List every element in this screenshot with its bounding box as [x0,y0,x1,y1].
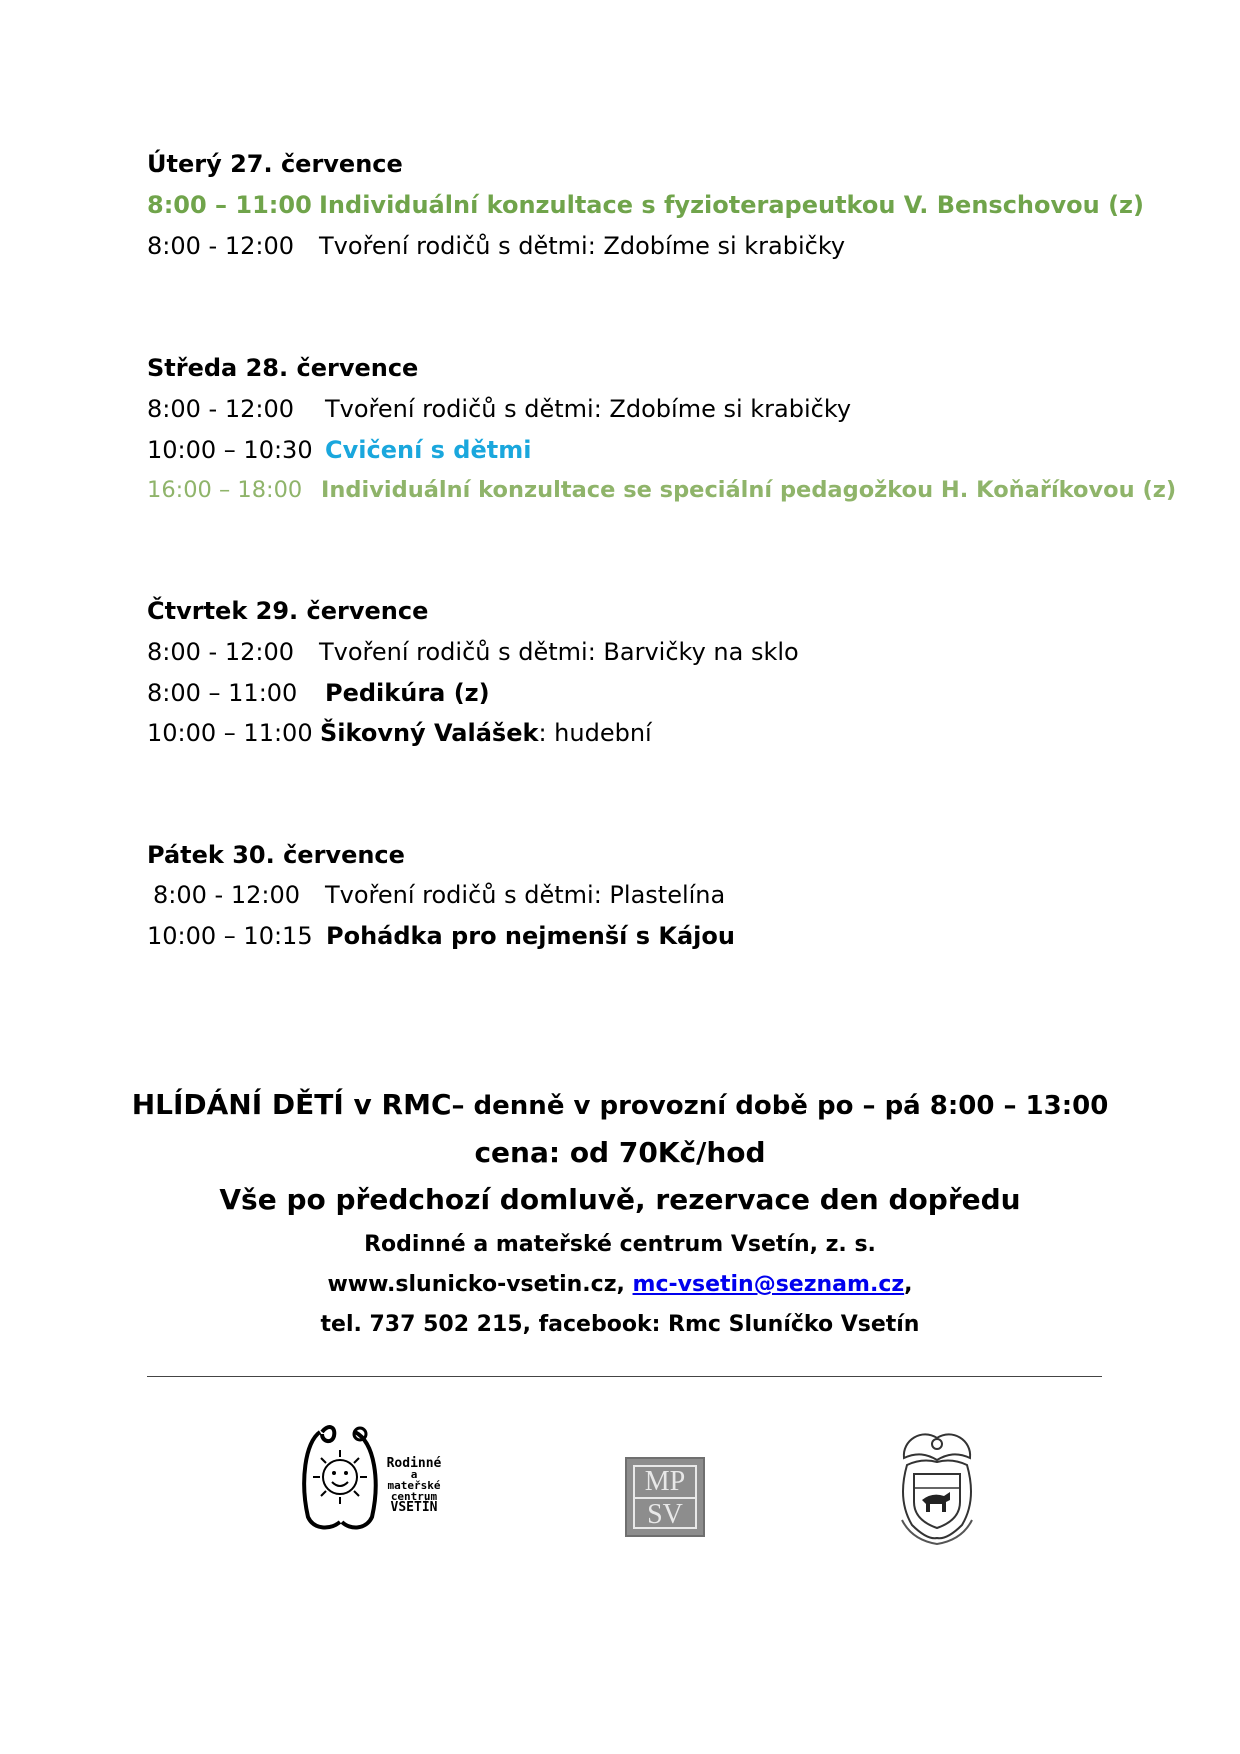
event-row [147,435,531,465]
event-time: 10:00 – 11:00 [147,719,313,747]
day-heading-tuesday: Úterý 27. července [147,150,403,178]
vsetin-coat-of-arms [892,1430,982,1545]
website-text: www.slunicko-vsetin.cz, [327,1272,625,1297]
childcare-heading-rest: – denně v provozní době po – pá 8:00 – 13:00 [451,1091,1109,1121]
event-title: Pedikúra (z) [325,679,490,707]
event-row [147,231,845,261]
event-title: Tvoření rodičů s dětmi: Zdobíme si krabičky [325,395,852,423]
rmc-logo-word: mateřské [387,1479,441,1492]
event-time: 8:00 - 12:00 [147,395,294,423]
event-title: Tvoření rodičů s dětmi: Zdobíme si krabičky [319,232,846,260]
event-title-rest: : hudební [538,719,652,747]
event-row [147,394,851,424]
mpsv-logo-top: MP [644,1466,686,1497]
rmc-logo-word: a [410,1468,418,1481]
event-title: Individuální konzultace s fyzioterapeutkou V. Benschovou (z) [319,191,1144,219]
coat-of-arms-graphic [892,1430,982,1545]
event-row [147,678,490,708]
day-heading-wednesday: Středa 28. července [147,354,419,382]
event-row [153,880,725,910]
event-row [147,190,1144,220]
event-title: Individuální konzultace se speciální pedagožkou H. Koňaříkovou (z) [321,477,1177,503]
event-title: Pohádka pro nejmenší s Kájou [326,922,735,950]
event-time: 10:00 – 10:15 [147,922,313,950]
event-title: Tvoření rodičů s dětmi: Plastelína [325,881,726,909]
phone-facebook-line: tel. 737 502 215, facebook: Rmc Sluníčko Vsetín [320,1312,920,1337]
rmc-logo-wordmark [378,1458,450,1513]
event-time: 8:00 – 11:00 [147,679,298,707]
reservation-note: Vše po předchozí domluvě, rezervace den dopředu [219,1183,1021,1216]
event-title: Cvičení s dětmi [325,436,532,464]
event-title-bold: Šikovný Valášek [320,719,539,747]
event-time: 8:00 - 12:00 [147,232,294,260]
rmc-logo-word: centrum [390,1490,438,1503]
childcare-heading-lead: HLÍDÁNÍ DĚTÍ v RMC [131,1088,452,1121]
rmc-logo [300,1422,460,1537]
rmc-logo-word: Rodinné [386,1456,442,1471]
web-contact-line [0,1270,1240,1300]
event-title: Tvoření rodičů s dětmi: Barvičky na sklo [319,638,799,666]
event-row [147,921,735,951]
price-line: cena: od 70Kč/hod [474,1136,766,1169]
email-suffix: , [904,1272,913,1297]
mpsv-logo [625,1457,705,1537]
event-row [147,637,799,667]
event-row [147,718,652,748]
divider [147,1376,1102,1377]
rmc-logo-word: VSETÍN [390,1500,438,1515]
event-time: 8:00 - 12:00 [153,881,300,909]
childcare-heading [0,1087,1240,1124]
event-time: 8:00 - 12:00 [147,638,294,666]
event-time: 10:00 – 10:30 [147,436,313,464]
event-time: 8:00 – 11:00 [147,191,312,219]
day-heading-friday: Pátek 30. července [147,841,405,869]
event-time: 16:00 – 18:00 [147,477,303,503]
email-link[interactable]: mc-vsetin@seznam.cz [632,1272,905,1297]
mpsv-logo-bottom: SV [647,1499,683,1530]
day-heading-thursday: Čtvrtek 29. července [147,597,429,625]
organization-name: Rodinné a mateřské centrum Vsetín, z. s. [364,1232,876,1257]
event-row [147,475,1176,505]
